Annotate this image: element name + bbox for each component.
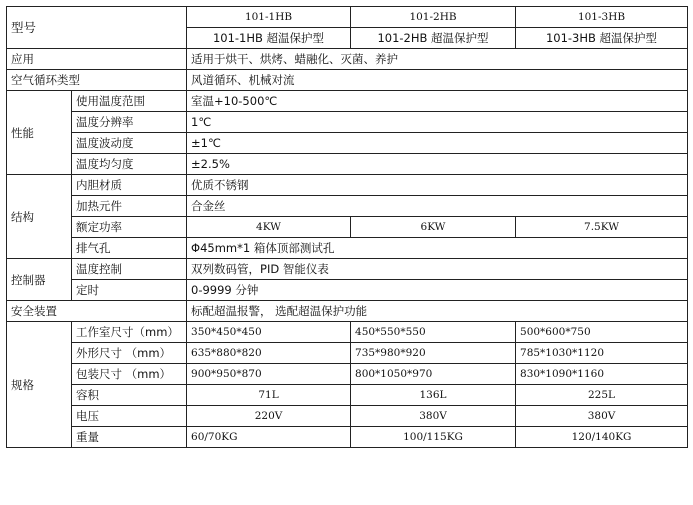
specs-item-label: 外形尺寸 （mm） [72,343,187,364]
performance-row [7,154,688,175]
specs-value: 220V [187,406,351,427]
air-circulation-row [7,70,688,91]
specs-value: 635*880*820 [187,343,351,364]
controller-label: 控制器 [7,259,72,301]
performance-row [7,133,688,154]
power-value-1: 4KW [187,217,351,238]
heater-label: 加热元件 [72,196,187,217]
heater-value: 合金丝 [187,196,688,217]
specs-value: 800*1050*970 [351,364,516,385]
performance-item-label: 温度波动度 [72,133,187,154]
model-code-2: 101-2HB [351,7,516,28]
specs-value: 71L [187,385,351,406]
safety-value: 标配超温报警， 选配超温保护功能 [187,301,688,322]
specs-value: 136L [351,385,516,406]
specs-item-label: 工作室尺寸（mm） [72,322,187,343]
specs-row [7,343,688,364]
vent-value: Φ45mm*1 箱体顶部测试孔 [187,238,688,259]
performance-item-label: 温度均匀度 [72,154,187,175]
air-circulation-value: 风道循环、机械对流 [187,70,688,91]
specs-item-label: 电压 [72,406,187,427]
controller-row [7,259,688,280]
performance-item-label: 使用温度范围 [72,91,187,112]
controller-row [7,280,688,301]
vent-label: 排气孔 [72,238,187,259]
specs-row [7,385,688,406]
model-name-1: 101-1HB 超温保护型 [187,28,351,49]
liner-value: 优质不锈钢 [187,175,688,196]
performance-item-value: 室温+10-500℃ [187,91,688,112]
specs-value: 785*1030*1120 [516,343,688,364]
controller-item-label: 定时 [72,280,187,301]
specs-value: 100/115KG [351,427,516,448]
performance-item-label: 温度分辨率 [72,112,187,133]
structure-row [7,175,688,196]
model-name-2: 101-2HB 超温保护型 [351,28,516,49]
controller-item-value: 0-9999 分钟 [187,280,688,301]
specs-item-label: 重量 [72,427,187,448]
specs-row [7,427,688,448]
specs-value: 350*450*450 [187,322,351,343]
model-code-row [7,7,688,28]
performance-label: 性能 [7,91,72,175]
controller-item-label: 温度控制 [72,259,187,280]
specs-value: 380V [351,406,516,427]
controller-item-value: 双列数码管，PID 智能仪表 [187,259,688,280]
performance-row [7,112,688,133]
model-code-1: 101-1HB [187,7,351,28]
power-value-3: 7.5KW [516,217,688,238]
model-name-3: 101-3HB 超温保护型 [516,28,688,49]
specs-value: 60/70KG [187,427,351,448]
specs-value: 735*980*920 [351,343,516,364]
power-label: 额定功率 [72,217,187,238]
liner-label: 内胆材质 [72,175,187,196]
spec-table [6,6,688,448]
spec-table-container [6,6,688,448]
specs-value: 225L [516,385,688,406]
specs-item-label: 容积 [72,385,187,406]
structure-row [7,217,688,238]
structure-row [7,196,688,217]
specs-row [7,322,688,343]
performance-item-value: ±2.5% [187,154,688,175]
specs-value: 120/140KG [516,427,688,448]
structure-label: 结构 [7,175,72,259]
specs-row [7,406,688,427]
model-code-3: 101-3HB [516,7,688,28]
specs-item-label: 包装尺寸 （mm） [72,364,187,385]
performance-row [7,91,688,112]
application-label: 应用 [7,49,187,70]
specs-value: 380V [516,406,688,427]
specs-value: 900*950*870 [187,364,351,385]
specs-label: 规格 [7,322,72,448]
power-value-2: 6KW [351,217,516,238]
air-circulation-label: 空气循环类型 [7,70,187,91]
application-value: 适用于烘干、烘烤、蜡融化、灭菌、养护 [187,49,688,70]
application-row [7,49,688,70]
safety-label: 安全装置 [7,301,187,322]
specs-value: 450*550*550 [351,322,516,343]
structure-row [7,238,688,259]
specs-value: 830*1090*1160 [516,364,688,385]
performance-item-value: ±1℃ [187,133,688,154]
specs-value: 500*600*750 [516,322,688,343]
performance-item-value: 1℃ [187,112,688,133]
model-label: 型号 [7,7,187,49]
safety-row [7,301,688,322]
specs-row [7,364,688,385]
